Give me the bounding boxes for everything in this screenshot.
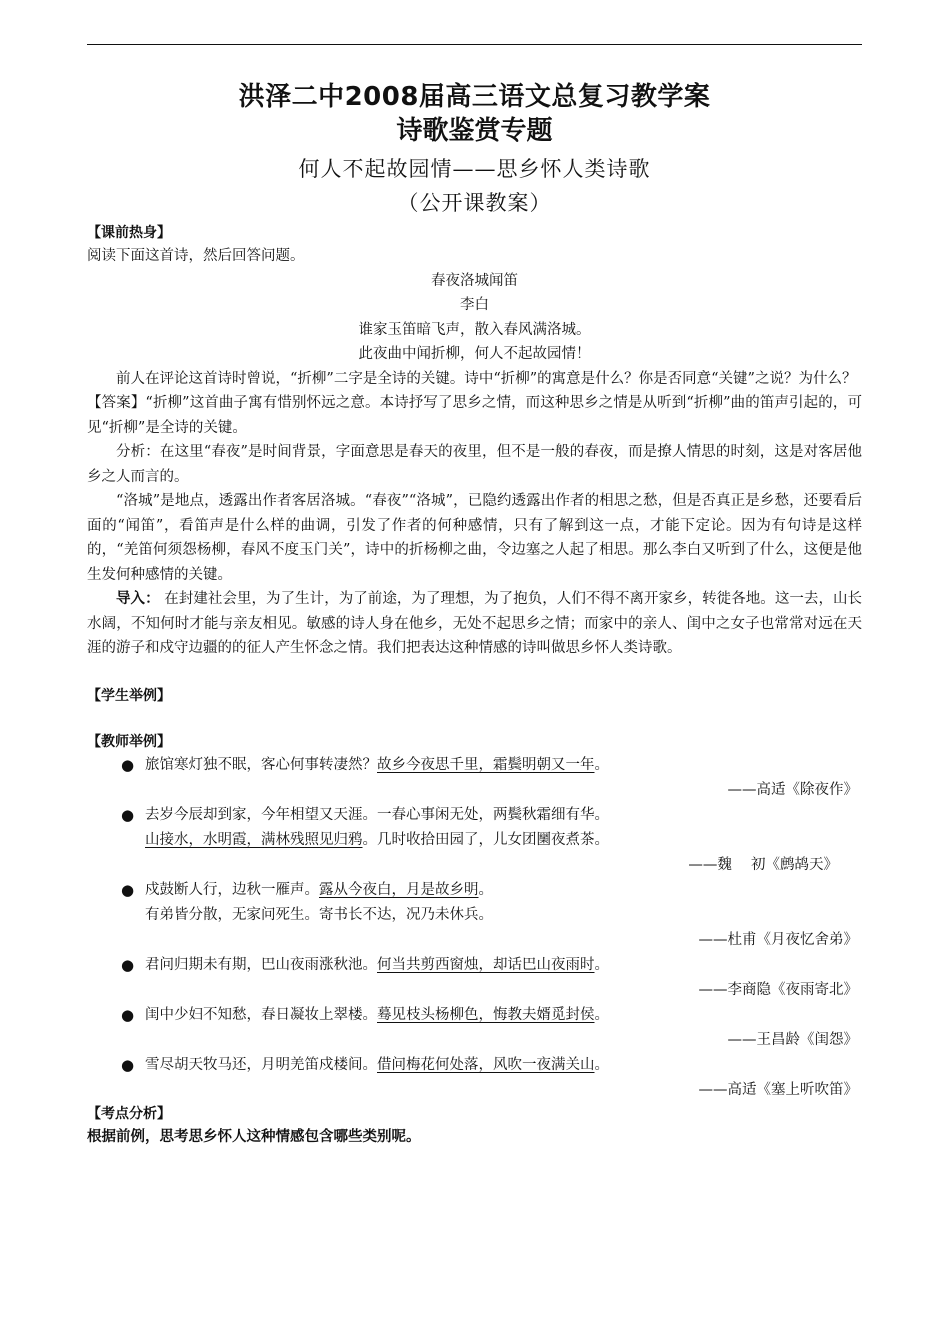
answer-text: 【答案】“折柳”这首曲子寓有惜别怀远之意。本诗抒写了思乡之情，而这种思乡之情是从听到“折柳”曲的笛声引起的，可见“折柳”是全诗的关键。 xyxy=(87,395,862,436)
bullet-icon: ● xyxy=(121,755,135,774)
doc-subtitle: 诗歌鉴赏专题 xyxy=(396,116,553,146)
example-line: 有弟皆分散，无家问死生。寄书长不达，况乃未休兵。 xyxy=(145,906,493,923)
example-line: ● 君问归期未有期，巴山夜雨涨秋池。何当共剪西窗烛，却话巴山夜雨时。 xyxy=(87,953,862,978)
example-line: ● 闺中少妇不知愁，春日凝妆上翠楼。蓦见枝头杨柳色，悔教夫婿觅封侯。 xyxy=(87,1003,862,1028)
question-text: 前人在评论这首诗时曾说，“折柳”二字是全诗的关键。诗中“折柳”的寓意是什么？你是否同意“关键”之说？为什么？ xyxy=(116,370,857,387)
example-2 xyxy=(87,803,862,878)
example-source: ——高适《塞上听吹笛》 xyxy=(698,1081,858,1098)
example-line: 山接水，水明霞，满林残照见归鸦。几时收拾田园了，儿女团圞夜煮茶。 xyxy=(145,831,609,848)
example-source: ——李商隐《夜雨寄北》 xyxy=(698,981,858,998)
example-source: ——魏 初《鹧鸪天》 xyxy=(688,856,838,873)
warmup-instruction: 阅读下面这首诗，然后回答问题。 xyxy=(87,248,305,264)
example-6 xyxy=(87,1053,862,1103)
example-line: ● 去岁今辰却到家，今年相望又天涯。一春心事闲无处，两鬓秋霜细有华。 xyxy=(87,803,862,828)
poem-line: 此夜曲中闻折柳，何人不起故园情！ xyxy=(358,346,591,362)
intro-paragraph xyxy=(87,587,862,661)
example-source: ——高适《除夜作》 xyxy=(727,781,858,798)
bullet-icon: ● xyxy=(121,880,135,899)
student-examples-heading: 【学生举例】 xyxy=(87,687,171,704)
example-5 xyxy=(87,1003,862,1053)
bullet-icon: ● xyxy=(121,1005,135,1024)
doc-title: 洪泽二中2008届高三语文总复习教学案 xyxy=(238,82,711,112)
poem-title: 春夜洛城闻笛 xyxy=(431,272,518,289)
bullet-icon: ● xyxy=(121,955,135,974)
doc-topic: 何人不起故园情——思乡怀人类诗歌 xyxy=(298,157,651,181)
intro-label: 导入： xyxy=(116,590,160,607)
poem-line: 谁家玉笛暗飞声，散入春风满洛城。 xyxy=(358,321,591,338)
header-rule xyxy=(87,44,862,45)
example-source: ——杜甫《月夜忆舍弟》 xyxy=(698,931,858,948)
example-1 xyxy=(87,753,862,803)
document-page xyxy=(87,80,862,1149)
example-line: ● 旅馆寒灯独不眠，客心何事转凄然？故乡今夜思千里，霜鬓明朝又一年。 xyxy=(87,753,862,778)
analysis-paragraph: “洛城”是地点，透露出作者客居洛城。“春夜”“洛城”，已隐约透露出作者的相思之愁，但是否真正是乡愁，还要看后面的“闻笛”，看笛声是什么样的曲调，引发了作者的何种感情，只有了解到这一点，才能下定论。因为有句诗是这样的，“羌笛何须怨杨柳，春风不度玉门关”，诗中的折杨柳之曲，令边塞之人起了相思。那么李白又听到了什么，这便是他生发何种感情的关键。 xyxy=(87,493,862,583)
analysis-paragraph: 分析：在这里“春夜”是时间背景，字面意思是春天的夜里，但不是一般的春夜，而是撩人情思的时刻，这是对客居他乡之人而言的。 xyxy=(87,444,862,485)
warmup-heading: 【课前热身】 xyxy=(87,225,171,241)
example-line: ● 雪尽胡天牧马还，月明羌笛戍楼间。借问梅花何处落，风吹一夜满关山。 xyxy=(87,1053,862,1078)
example-source: ——王昌龄《闺怨》 xyxy=(727,1031,858,1048)
teacher-examples-heading: 【教师举例】 xyxy=(87,733,171,750)
analysis-prompt: 根据前例，思考思乡怀人这种情感包含哪些类别呢。 xyxy=(87,1128,421,1145)
bullet-icon: ● xyxy=(121,1055,135,1074)
poem-author: 李白 xyxy=(460,297,489,313)
example-line: ● 戍鼓断人行，边秋一雁声。露从今夜白，月是故乡明。 xyxy=(87,878,862,903)
bullet-icon: ● xyxy=(121,805,135,824)
analysis-heading: 【考点分析】 xyxy=(87,1105,171,1122)
example-3 xyxy=(87,878,862,953)
doc-note: （公开课教案） xyxy=(397,191,552,215)
example-4 xyxy=(87,953,862,1003)
intro-text: 在封建社会里，为了生计，为了前途，为了理想，为了抱负，人们不得不离开家乡，转徙各地。这一去，山长水阔，不知何时才能与亲友相见。敏感的诗人身在他乡，无处不起思乡之情；而家中的亲人、闺中之女子也常常对远在天涯的游子和戍守边疆的的征人产生怀念之情。我们把表达这种情感的诗叫做思乡怀人类诗歌。 xyxy=(87,591,863,656)
